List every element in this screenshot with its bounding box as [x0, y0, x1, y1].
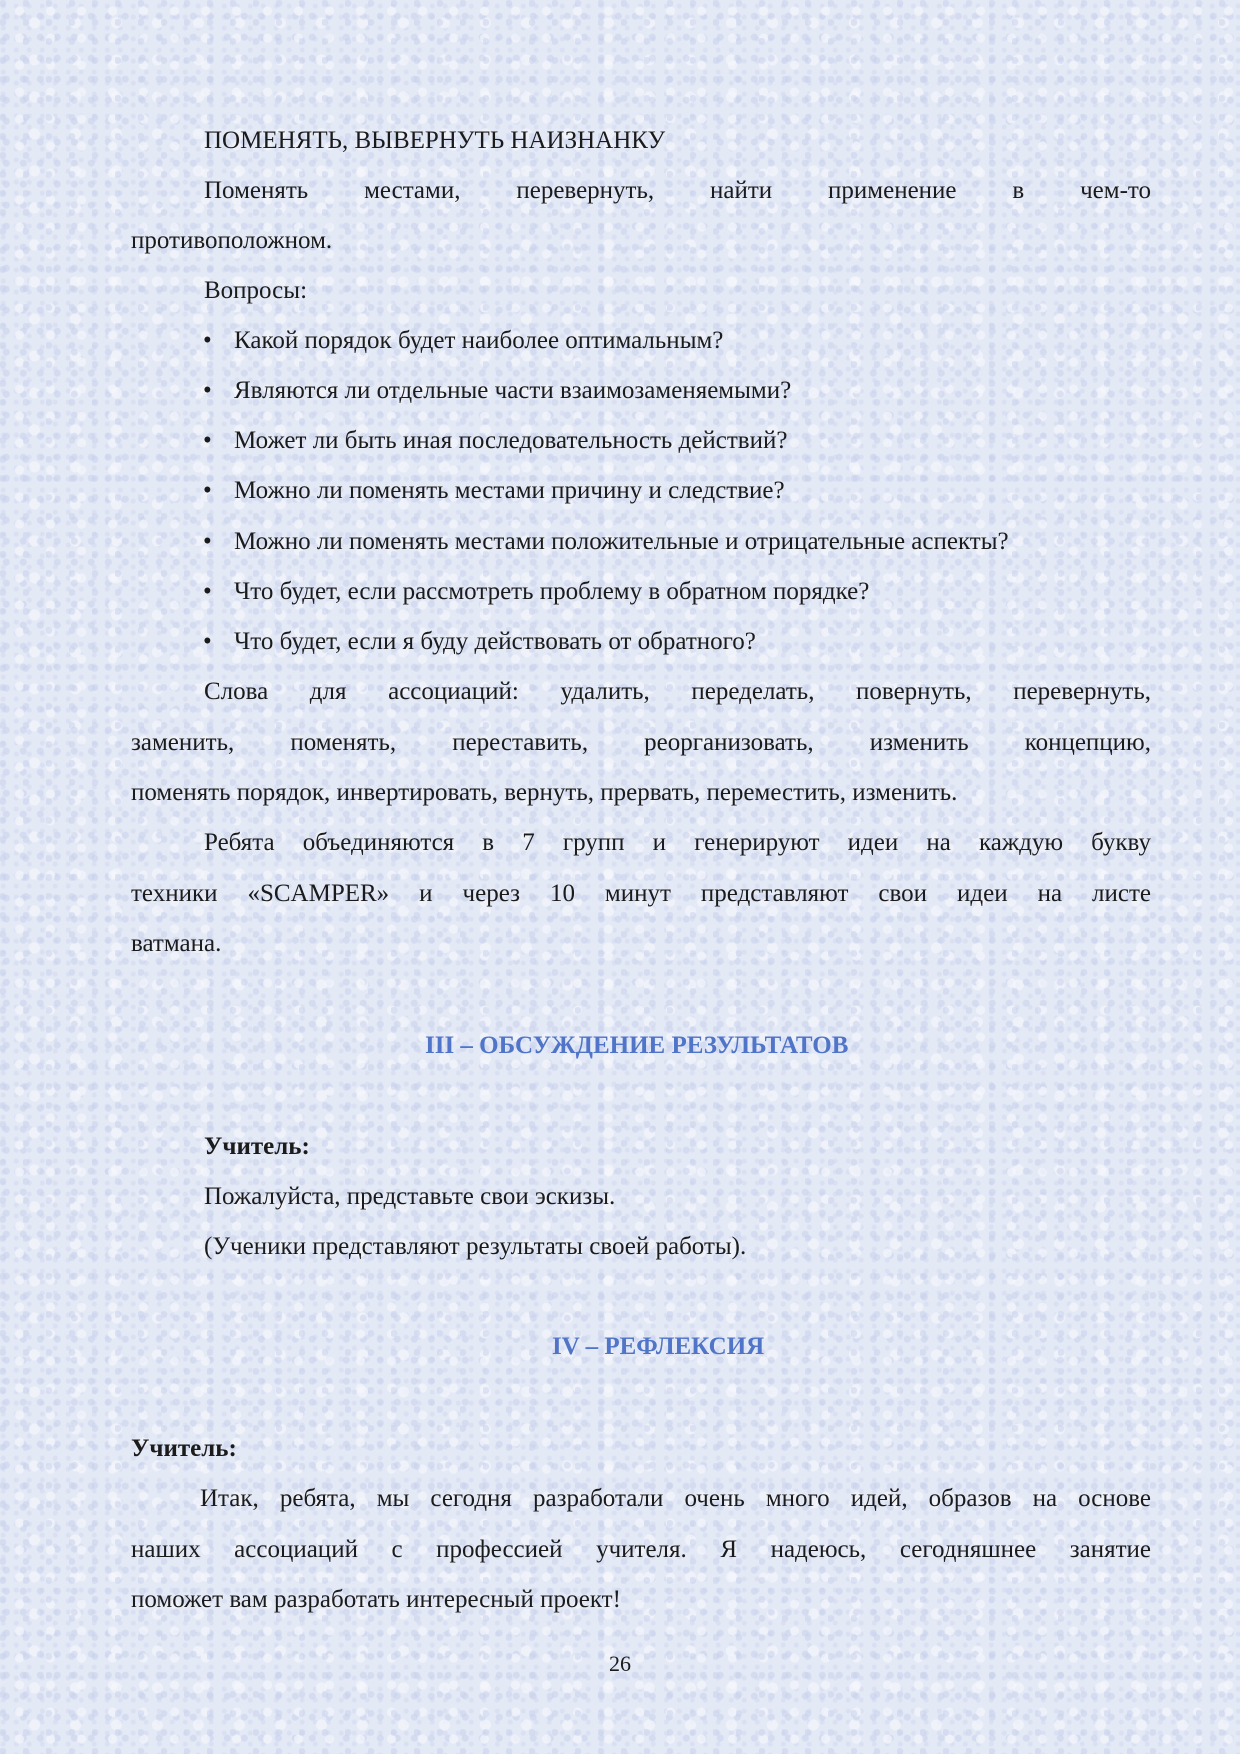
list-item: Являются ли отдельные части взаимозаменяемыми? — [234, 377, 792, 404]
list-item: Можно ли поменять местами положительные и отрицательные аспекты? — [234, 528, 1009, 555]
bullet-icon: • — [203, 477, 212, 504]
intro-line-1: Поменять местами, перевернуть, найти применение в чем-то — [204, 177, 1151, 204]
list-item: Может ли быть иная последовательность действий? — [234, 427, 788, 454]
section-3-heading: III – ОБСУЖДЕНИЕ РЕЗУЛЬТАТОВ — [425, 1032, 849, 1059]
list-item: Какой порядок будет наиболее оптимальным? — [234, 327, 724, 354]
section-4-line-1: Итак, ребята, мы сегодня разработали очень много идей, образов на основе — [200, 1485, 1151, 1512]
groups-line-1: Ребята объединяются в 7 групп и генерируют идеи на каждую букву — [204, 829, 1151, 856]
section-4-speaker: Учитель: — [131, 1435, 237, 1462]
associations-line-2: заменить, поменять, переставить, реорганизовать, изменить концепцию, — [131, 729, 1151, 756]
questions-label: Вопросы: — [204, 277, 308, 304]
list-item: Что будет, если рассмотреть проблему в обратном порядке? — [234, 578, 870, 605]
bullet-icon: • — [203, 427, 212, 454]
page-number: 26 — [609, 1651, 631, 1676]
list-item: Можно ли поменять местами причину и следствие? — [234, 477, 785, 504]
section-3-line-2: (Ученики представляют результаты своей работы). — [204, 1233, 747, 1260]
bullet-icon: • — [203, 578, 212, 605]
associations-line-1: Слова для ассоциаций: удалить, переделать, повернуть, перевернуть, — [204, 678, 1151, 705]
bullet-icon: • — [203, 628, 212, 655]
intro-line-2: противоположном. — [131, 227, 333, 254]
list-item: Что будет, если я буду действовать от обратного? — [234, 628, 756, 655]
bullet-icon: • — [203, 377, 212, 404]
section-3-speaker: Учитель: — [204, 1133, 310, 1160]
associations-line-3: поменять порядок, инвертировать, вернуть, прервать, переместить, изменить. — [131, 779, 958, 806]
section-4-heading: IV – РЕФЛЕКСИЯ — [552, 1333, 765, 1360]
section-4-line-3: поможет вам разработать интересный проект! — [131, 1586, 621, 1613]
bullet-icon: • — [203, 528, 212, 555]
section-title: ПОМЕНЯТЬ, ВЫВЕРНУТЬ НАИЗНАНКУ — [204, 127, 666, 154]
section-4-line-2: наших ассоциаций с профессией учителя. Я надеюсь, сегодняшнее занятие — [131, 1536, 1151, 1563]
groups-line-3: ватмана. — [131, 930, 222, 957]
groups-line-2: техники «SCAMPER» и через 10 минут представляют свои идеи на листе — [131, 880, 1151, 907]
bullet-icon: • — [203, 327, 212, 354]
section-3-line-1: Пожалуйста, представьте свои эскизы. — [204, 1183, 616, 1210]
